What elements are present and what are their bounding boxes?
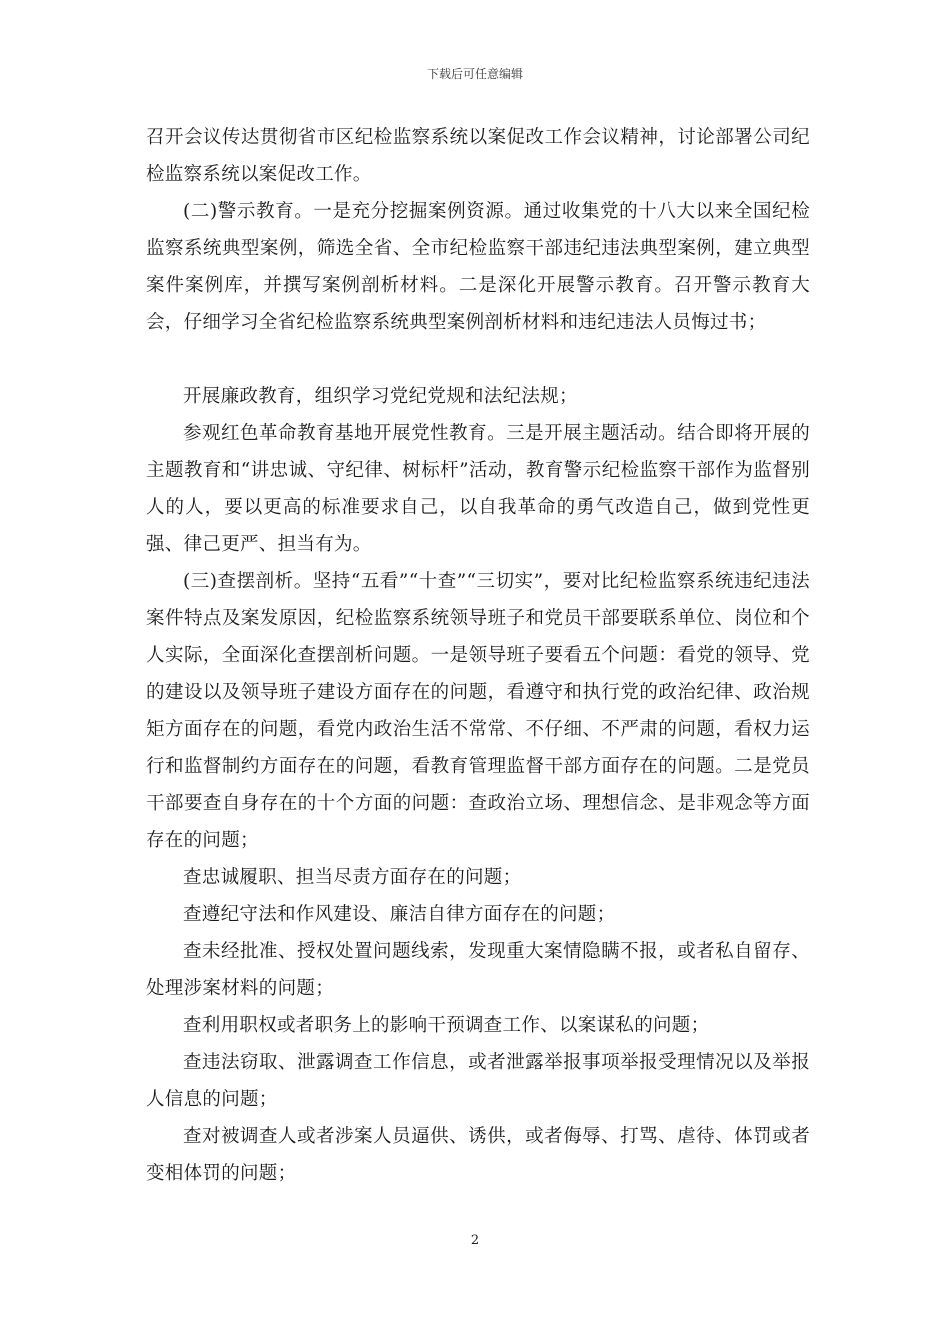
paragraph-2: (二)警示教育。一是充分挖掘案例资源。通过收集党的十八大以来全国纪检监察系统典型案例，筛选全省、全市纪检监察干部违纪违法典型案例，建立典型案件案例库，并撰写案例剖析材料。二是深化开展警示教育。召开警示教育大会，仔细学习全省纪检监察系统典型案例剖析材料和违纪违法人员悔过书； (146, 201, 810, 333)
paragraph-7: 查遵纪守法和作风建设、廉洁自律方面存在的问题； (183, 904, 616, 925)
paragraph-9: 查利用职权或者职务上的影响干预调查工作、以案谋私的问题； (183, 1015, 710, 1036)
document-body (146, 119, 810, 1192)
paragraph-8: 查未经批准、授权处置问题线索，发现重大案情隐瞒不报，或者私自留存、处理涉案材料的问题； (146, 941, 810, 999)
paragraph-3: 开展廉政教育，组织学习党纪党规和法纪法规； (183, 386, 578, 407)
paragraph-1: 召开会议传达贯彻省市区纪检监察系统以案促改工作会议精神，讨论部署公司纪检监察系统以案促改工作。 (146, 127, 810, 185)
paragraph-10: 查违法窃取、泄露调查工作信息，或者泄露举报事项举报受理情况以及举报人信息的问题； (146, 1052, 810, 1110)
blank-line (146, 341, 810, 378)
paragraph-6: 查忠诚履职、担当尽责方面存在的问题； (183, 867, 522, 888)
page-number: 2 (470, 1233, 480, 1248)
paragraph-11: 查对被调查人或者涉案人员逼供、诱供，或者侮辱、打骂、虐待、体罚或者变相体罚的问题； (146, 1126, 810, 1184)
paragraph-5: (三)查摆剖析。坚持“五看”“十查”“三切实”，要对比纪检监察系统违纪违法案件特点及案发原因，纪检监察系统领导班子和党员干部要联系单位、岗位和个人实际，全面深化查摆剖析问题。一是领导班子要看五个问题：看党的领导、党的建设以及领导班子建设方面存在的问题，看遵守和执行党的政治纪律、政治规矩方面存在的问题，看党内政治生活不常常、不仔细、不严肃的问题，看权力运行和监督制约方面存在的问题，看教育管理监督干部方面存在的问题。二是党员干部要查自身存在的十个方面的问题：查政治立场、理想信念、是非观念等方面存在的问题； (146, 571, 810, 851)
paragraph-4: 参观红色革命教育基地开展党性教育。三是开展主题活动。结合即将开展的主题教育和“讲忠诚、守纪律、树标杆”活动，教育警示纪检监察干部作为监督别人的人，要以更高的标准要求自己，以自我革命的勇气改造自己，做到党性更强、律己更严、担当有为。 (146, 423, 810, 555)
page-header: 下载后可任意编辑 (426, 67, 523, 81)
